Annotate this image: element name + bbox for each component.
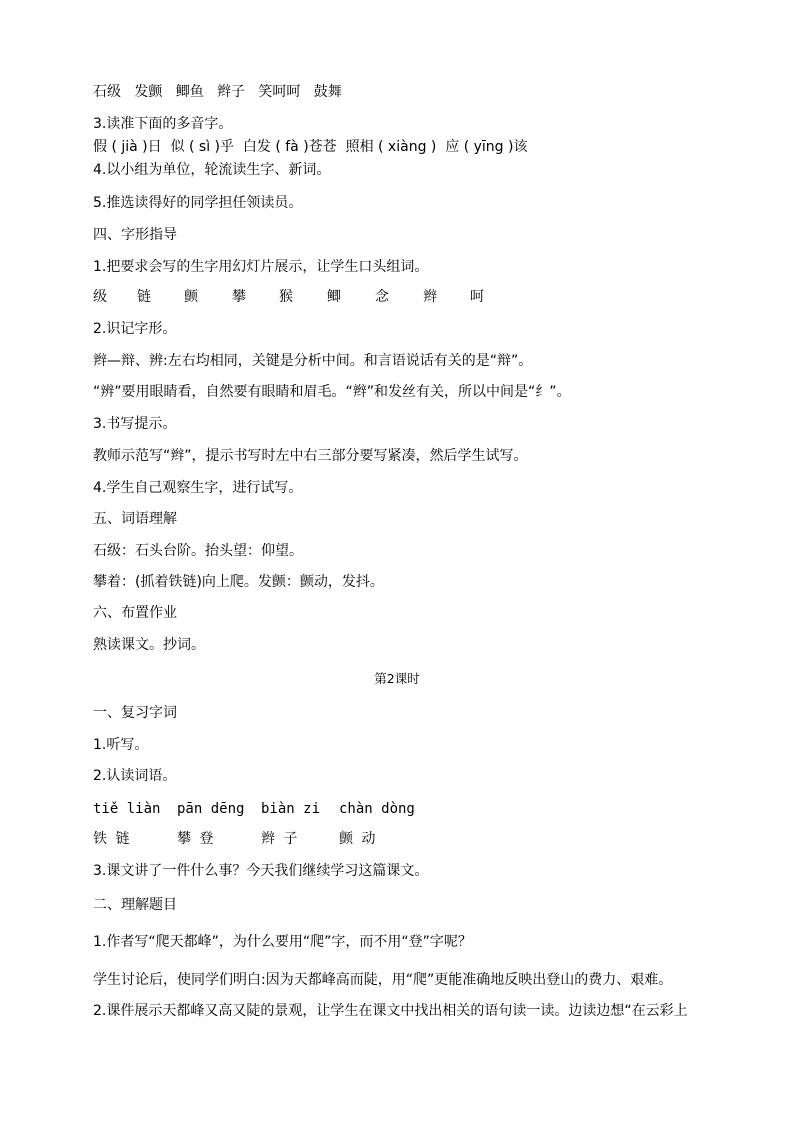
pinyin-item: pān dēng [177, 801, 245, 817]
step-3-line: 3.书写提示。 [93, 416, 177, 432]
demo-writing-line: 教师示范写“辫”，提示书写时左中右三部分要写紧凑，然后学生试写。 [93, 448, 528, 464]
character-item: 链 [137, 289, 151, 305]
word-item: 攀 登 [177, 831, 214, 847]
character-item: 鲫 [327, 289, 341, 305]
character-item: 颤 [184, 289, 198, 305]
polyphone-line: 假 ( jià )日 似 ( sì )乎 白发 ( fà )苍苍 照相 ( xiàng ) 应 ( yīng )该 [93, 139, 528, 155]
section-6-heading: 六、布置作业 [93, 605, 177, 621]
title-question-line: 1.作者写“爬天都峰”，为什么要用“爬”字，而不用“登”字呢？ [93, 934, 472, 950]
character-item: 级 [93, 289, 107, 305]
courseware-line: 2.课件展示天都峰又高又陡的景观，让学生在课文中找出相关的语句读一读。边读边想“在云彩上 [93, 1003, 688, 1019]
definition-line-2: 攀着：(抓着铁链)向上爬。发颤：颤动，发抖。 [93, 574, 384, 590]
lesson-2-title: 第2课时 [374, 671, 420, 686]
section-4-heading: 四、字形指导 [93, 227, 177, 243]
read-words-line: 2.认读词语。 [93, 768, 177, 784]
character-item: 猴 [279, 289, 293, 305]
pinyin-item: chàn dòng [339, 801, 415, 817]
pinyin-item: tiě liàn [93, 801, 161, 817]
step-4-practice-line: 4.学生自己观察生字，进行试写。 [93, 480, 303, 496]
definition-line: 石级：石头台阶。抬头望：仰望。 [93, 543, 303, 559]
dictation-line: 1.听写。 [93, 737, 149, 753]
word-list-line: 石级 发颤 鲫鱼 辫子 笑呵呵 鼓舞 [93, 84, 342, 100]
step-5-line: 5.推选读得好的同学担任领读员。 [93, 195, 303, 211]
step-1-line: 1.把要求会写的生字用幻灯片展示，让学生口头组词。 [93, 259, 429, 275]
section-1-heading: 一、复习字词 [93, 705, 177, 721]
discussion-line: 学生讨论后，使同学们明白:因为天都峰高而陡，用“爬”更能准确地反映出登山的费力、艰难。 [93, 972, 673, 988]
homework-line: 熟读课文。抄词。 [93, 637, 205, 653]
section-5-heading: 五、词语理解 [93, 511, 177, 527]
character-item: 呵 [470, 289, 484, 305]
step-3-heading: 3.读准下面的多音字。 [93, 116, 233, 132]
step-4-line: 4.以小组为单位，轮流读生字、新词。 [93, 162, 331, 178]
pinyin-item: biàn zi [261, 801, 321, 817]
question-line: 3.课文讲了一件什么事？今天我们继续学习这篇课文。 [93, 863, 429, 879]
character-item: 辫 [423, 289, 437, 305]
character-item: 攀 [232, 289, 246, 305]
glyph-analysis-line: 辫—辩、辨:左右均相同，关键是分析中间。和言语说话有关的是“辩”。 [93, 353, 533, 369]
word-item: 颤 动 [339, 831, 376, 847]
character-item: 念 [375, 289, 389, 305]
step-2-line: 2.识记字形。 [93, 321, 177, 337]
glyph-analysis-line-2: “辨”要用眼睛看，自然要有眼睛和眉毛。“辫”和发丝有关，所以中间是“纟”。 [93, 384, 571, 400]
word-item: 铁 链 [93, 831, 130, 847]
section-2-heading: 二、理解题目 [93, 897, 177, 913]
word-item: 辫 子 [261, 831, 298, 847]
